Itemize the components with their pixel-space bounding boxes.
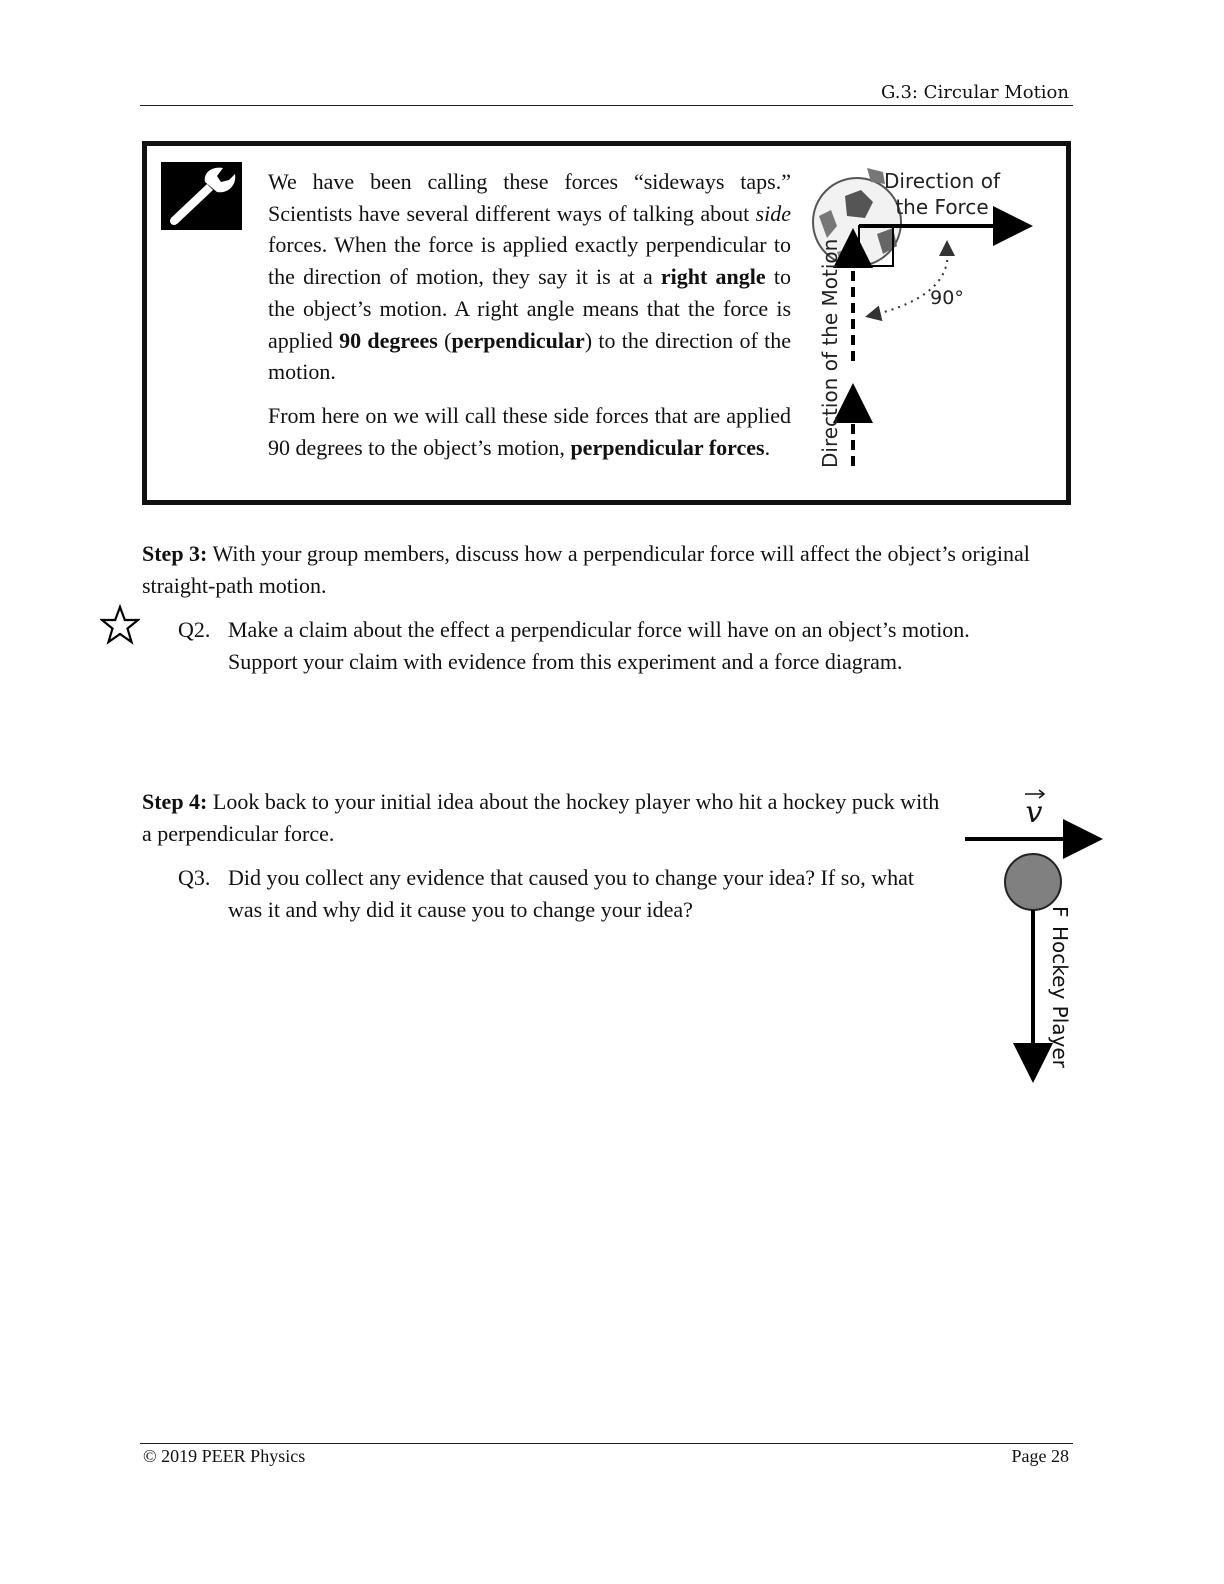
hockey-puck-force-diagram [955, 780, 1115, 1100]
hockey-puck [1005, 854, 1061, 910]
q3-text: Did you collect any evidence that caused you to change your idea? If so, what was it and why did it cause you to change your idea? [228, 865, 915, 922]
wrench-icon [161, 162, 242, 230]
question-q2 [178, 614, 1008, 677]
footer-rule [140, 1443, 1073, 1444]
box-text [268, 166, 791, 463]
step4: Step 4: Look back to your initial idea about the hockey player who hit a hockey puck with a perpendicular force. [142, 789, 940, 846]
force-direction-label-2: the Force [895, 195, 989, 219]
force-label: F [1048, 906, 1072, 918]
q2-text: Make a claim about the effect a perpendicular force will have on an object’s motion. Support your claim with evidence from this experiment and a force diagram. [228, 617, 970, 674]
footer-page-number: Page 28 [1011, 1446, 1069, 1466]
question-q3 [178, 862, 938, 925]
q3-label: Q3. [178, 865, 211, 890]
q2-label: Q2. [178, 617, 211, 642]
force-direction-label-1: Direction of [884, 169, 1000, 193]
header-title: G.3: Circular Motion [880, 82, 1069, 103]
info-box [142, 141, 1071, 505]
step3: Step 3: With your group members, discuss how a perpendicular force will affect the object’s original straight-path motion. [142, 541, 1030, 598]
star-icon [100, 604, 140, 646]
perpendicular-force-diagram [807, 156, 1057, 486]
box-paragraph-1: We have been calling these forces “sideways taps.” Scientists have several different ways of talking about side forces. When the force is applied exactly perpendicular to the direction of motion, they say it is at a right angle to the object’s motion. A right angle means that the force is applied 90 degrees (perpendicular) to the direction of the motion. [268, 169, 791, 385]
velocity-label: v [1025, 795, 1043, 830]
footer-copyright: © 2019 PEER Physics [143, 1446, 306, 1466]
angle-label: 90° [930, 287, 964, 309]
header-rule [140, 105, 1073, 106]
box-paragraph-2: From here on we will call these side forces that are applied 90 degrees to the object’s motion, perpendicular forces. [268, 402, 791, 460]
force-subject-label: Hockey Player [1048, 926, 1072, 1068]
motion-direction-label: Direction of the Motion [818, 238, 842, 468]
